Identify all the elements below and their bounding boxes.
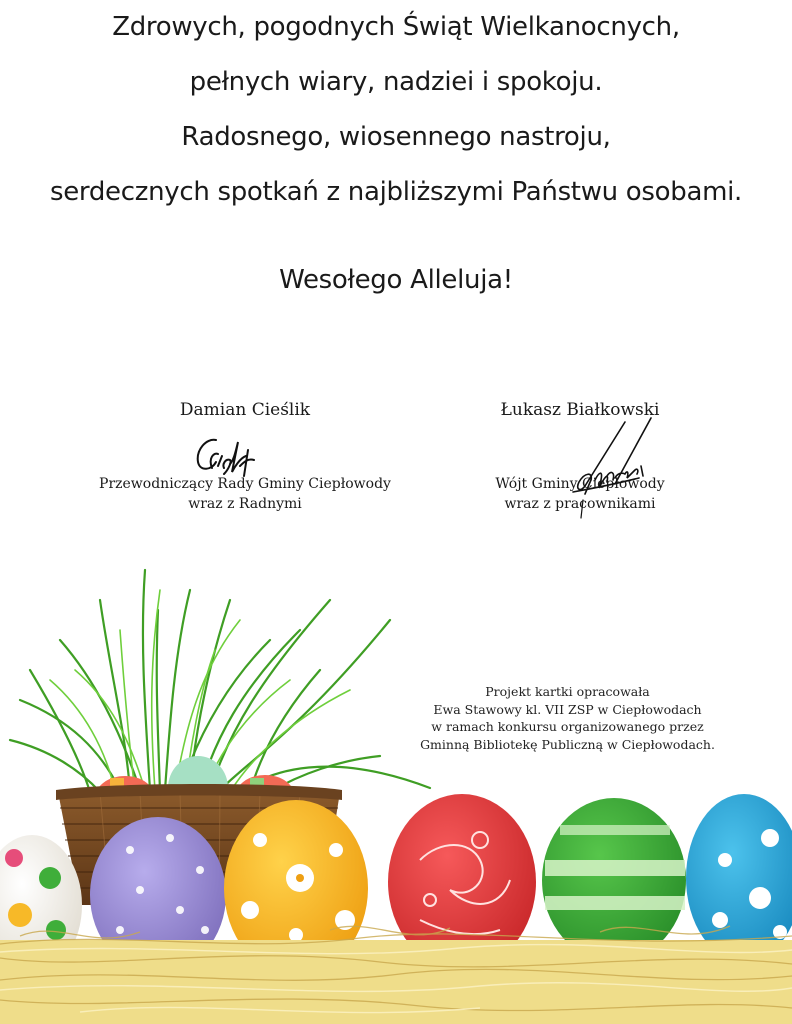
signer-role-suffix: wraz z Radnymi <box>188 496 302 512</box>
signer-role: Wójt Gminy Ciepłowody <box>495 476 665 492</box>
closing-wish: Wesołego Alleluja! <box>279 265 513 295</box>
greeting-text <box>0 0 792 220</box>
credits-line-4: Gminną Bibliotekę Publiczną w Ciepłowodach. <box>420 736 715 752</box>
signature-right-image <box>555 414 675 524</box>
straw-nest <box>0 926 792 1024</box>
egg-green <box>542 798 686 962</box>
signer-role: Przewodniczący Rady Gminy Ciepłowody <box>99 476 391 492</box>
greeting-line-2: pełnych wiary, nadziei i spokoju. <box>189 67 603 97</box>
greeting-line-1: Zdrowych, pogodnych Świąt Wielkanocnych, <box>112 12 680 42</box>
signer-name: Damian Cieślik <box>179 400 311 420</box>
credits-line-3: w ramach konkursu organizowanego przez <box>431 719 704 734</box>
credits-line-1: Projekt kartki opracowała <box>485 684 650 699</box>
signature-left-image <box>188 428 268 488</box>
easter-illustration <box>0 560 792 1024</box>
signer-role-suffix: wraz z pracownikami <box>504 496 656 512</box>
credits-line-2: Ewa Stawowy kl. VII ZSP w Ciepłowodach <box>433 701 702 717</box>
greeting-line-3: Radosnego, wiosennego nastroju, <box>181 122 611 152</box>
greeting-line-4: serdecznych spotkań z najbliższymi Państwu osobami. <box>49 177 743 207</box>
signer-name: Łukasz Białkowski <box>500 400 660 420</box>
